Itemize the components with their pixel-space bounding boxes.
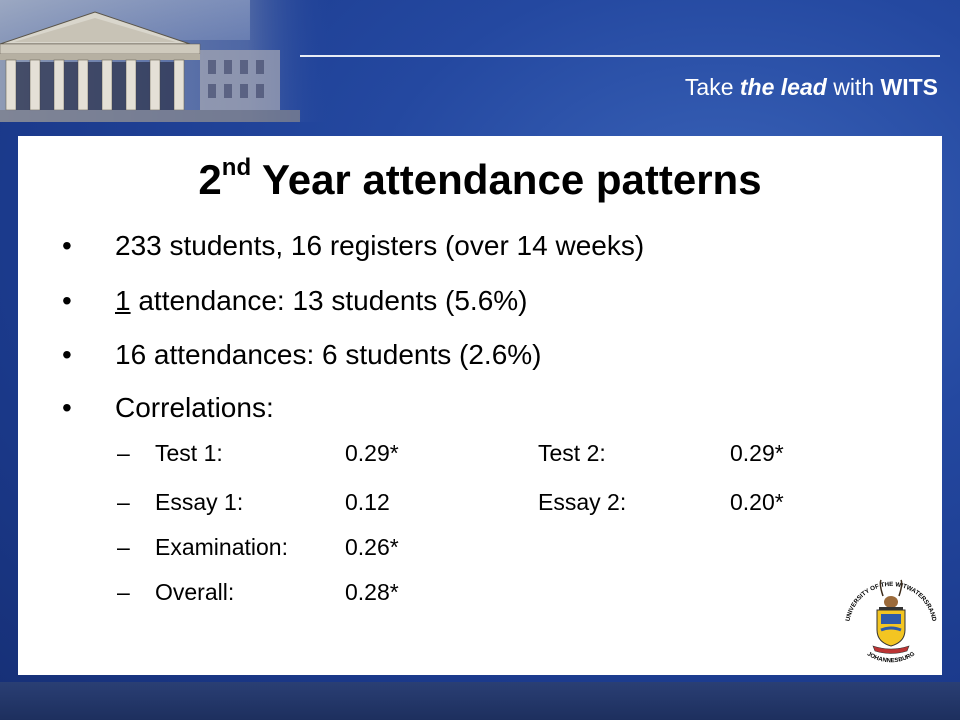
correlation-label: Essay 2: <box>538 489 627 515</box>
correlation-label: Essay 1: <box>155 489 244 515</box>
tagline <box>685 74 938 101</box>
tagline-emphasis: the lead <box>739 74 827 100</box>
correlation-value: 0.26* <box>345 534 399 560</box>
crest-ring-text-bottom: JOHANNESBURG <box>865 651 917 665</box>
correlation-value: 0.28* <box>345 579 399 605</box>
bullet-dot: • <box>62 285 72 316</box>
university-building-image <box>0 0 330 122</box>
bullet-text: 233 students, 16 registers (over 14 weeks) <box>115 230 645 261</box>
bullet-text: 16 attendances: 6 students (2.6%) <box>115 339 542 370</box>
correlation-label: Examination: <box>155 534 288 560</box>
correlation-label: Test 2: <box>538 440 606 466</box>
bullet-text: Correlations: <box>115 392 274 423</box>
bullet-dot: • <box>62 230 72 261</box>
correlation-value: 0.29* <box>345 440 399 466</box>
sub-bullet-dash: – <box>117 579 130 605</box>
bullet-text-rest: attendance: 13 students (5.6%) <box>130 285 528 316</box>
tagline-brand: WITS <box>880 74 938 100</box>
correlation-value: 0.29* <box>730 440 784 466</box>
correlation-value: 0.12 <box>345 489 390 515</box>
title-superscript: nd <box>221 154 252 181</box>
tagline-prefix: Take <box>684 74 740 100</box>
crest-ring-text-top: UNIVERSITY OF THE WITWATERSRAND <box>844 580 938 622</box>
university-crest-icon <box>835 572 947 672</box>
bullet-text <box>115 285 528 317</box>
slide-title <box>0 156 960 204</box>
sub-bullet-dash: – <box>117 489 130 515</box>
header-rule <box>300 55 940 57</box>
bullet-dot: • <box>62 339 72 370</box>
correlation-value: 0.20* <box>730 489 784 515</box>
correlation-label: Test 1: <box>155 440 223 466</box>
bullet-dot: • <box>62 392 72 423</box>
tagline-mid: with <box>826 74 881 100</box>
correlation-label: Overall: <box>155 579 235 605</box>
title-rest: Year attendance patterns <box>251 156 762 203</box>
underlined-count: 1 <box>115 285 131 316</box>
title-prefix: 2 <box>198 156 222 203</box>
sub-bullet-dash: – <box>117 534 130 560</box>
footer-bar <box>0 682 960 720</box>
sub-bullet-dash: – <box>117 440 130 466</box>
